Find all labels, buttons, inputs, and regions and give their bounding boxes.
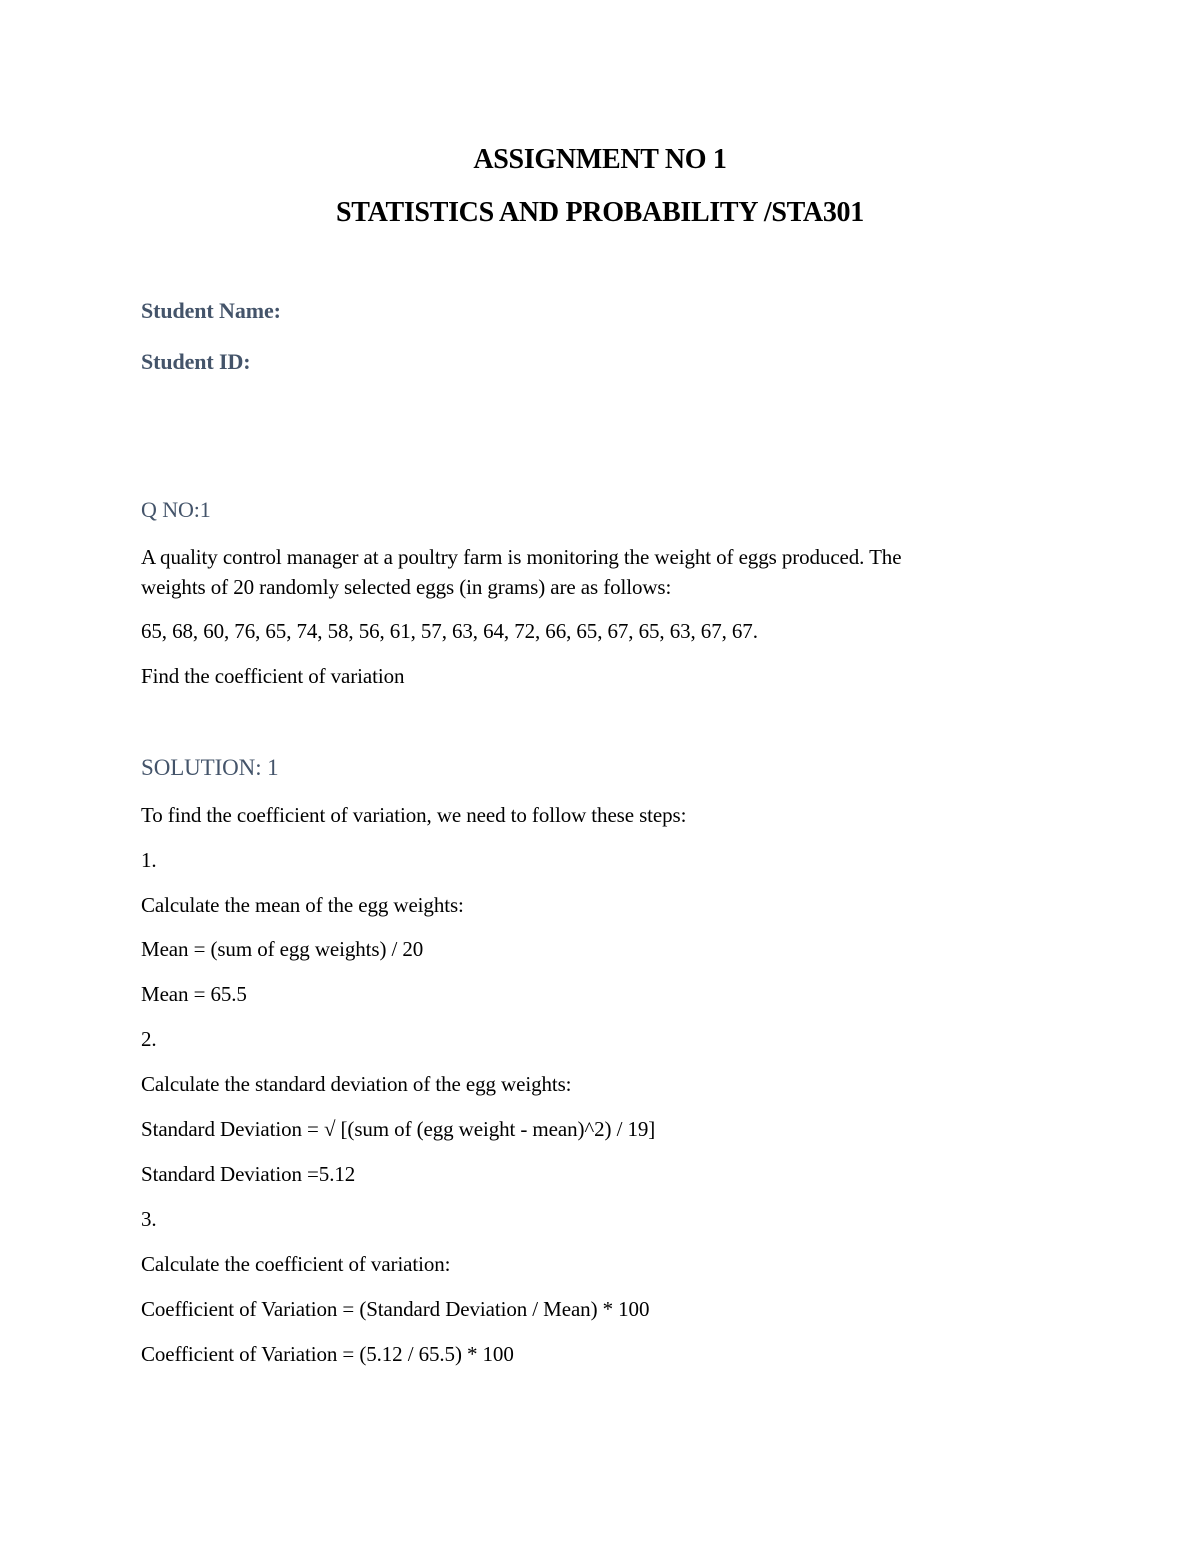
course-title: STATISTICS AND PROBABILITY /STA301 — [336, 197, 864, 228]
step1-formula: Mean = (sum of egg weights) / 20 — [141, 937, 424, 961]
assignment-title: ASSIGNMENT NO 1 — [473, 144, 727, 175]
step3-number: 3. — [141, 1207, 157, 1231]
step1-number: 1. — [141, 848, 157, 872]
step2-formula: Standard Deviation = √ [(sum of (egg weight - mean)^2) / 19] — [141, 1117, 656, 1141]
step3-result: Coefficient of Variation = (5.12 / 65.5) * 100 — [141, 1342, 514, 1366]
question-text-line1: A quality control manager at a poultry farm is monitoring the weight of eggs produced. The — [141, 545, 902, 569]
step3-label: Calculate the coefficient of variation: — [141, 1252, 451, 1276]
step3-formula: Coefficient of Variation = (Standard Deviation / Mean) * 100 — [141, 1297, 650, 1321]
question-heading: Q NO:1 — [141, 497, 211, 522]
student-name-label: Student Name: — [141, 298, 281, 323]
student-id-label: Student ID: — [141, 349, 251, 374]
step2-label: Calculate the standard deviation of the egg weights: — [141, 1072, 572, 1096]
step1-result: Mean = 65.5 — [141, 982, 247, 1006]
step2-number: 2. — [141, 1027, 157, 1051]
solution-heading: SOLUTION: 1 — [141, 755, 279, 780]
egg-weights-data: 65, 68, 60, 76, 65, 74, 58, 56, 61, 57, 63, 64, 72, 66, 65, 67, 65, 63, 67, 67. — [141, 619, 758, 643]
step2-result: Standard Deviation =5.12 — [141, 1162, 356, 1186]
question-task: Find the coefficient of variation — [141, 664, 405, 688]
step1-label: Calculate the mean of the egg weights: — [141, 893, 464, 917]
solution-intro: To find the coefficient of variation, we need to follow these steps: — [141, 803, 687, 827]
question-text-line2: weights of 20 randomly selected eggs (in grams) are as follows: — [141, 575, 672, 599]
